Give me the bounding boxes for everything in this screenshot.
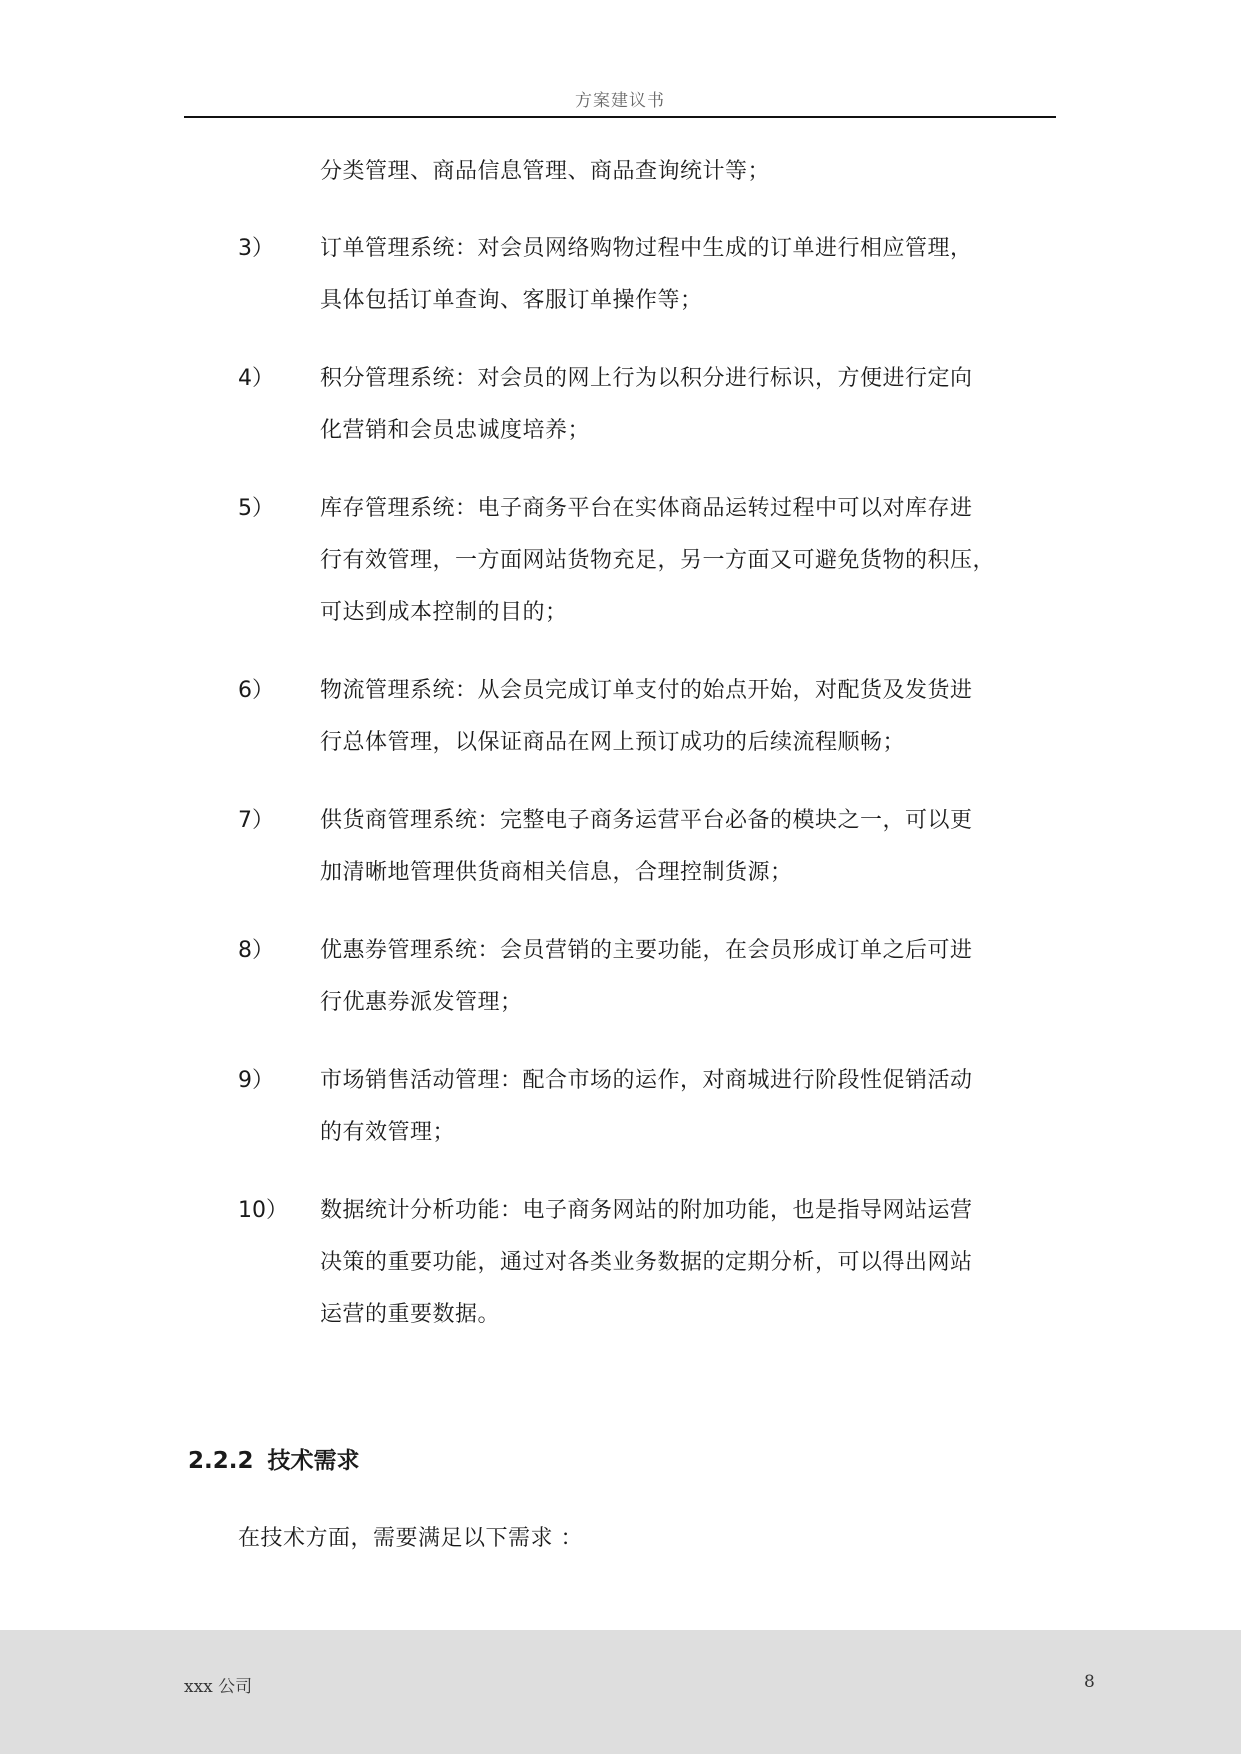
list-item-line: 可达到成本控制的目的； xyxy=(320,600,568,625)
section-title: 技术需求 xyxy=(267,1448,360,1474)
list-item-number: 10） xyxy=(238,1198,288,1223)
list-item-line: 物流管理系统：从会员完成订单支付的始点开始，对配货及发货进 xyxy=(320,678,973,703)
footer-company: xxx 公司 xyxy=(184,1677,253,1697)
section-heading xyxy=(188,1446,360,1476)
intro-paragraph: 在技术方面，需要满足以下需求 ： xyxy=(238,1526,583,1551)
list-item-line: 运营的重要数据。 xyxy=(320,1302,501,1327)
list-item-line: 市场销售活动管理：配合市场的运作，对商城进行阶段性促销活动 xyxy=(320,1068,973,1093)
list-item-line: 的有效管理； xyxy=(320,1120,456,1145)
list-item-number: 9） xyxy=(238,1068,274,1093)
list-item-line: 积分管理系统：对会员的网上行为以积分进行标识，方便进行定向 xyxy=(320,366,973,391)
list-item-number: 3） xyxy=(238,236,274,261)
list-item-line: 决策的重要功能，通过对各类业务数据的定期分析，可以得出网站 xyxy=(320,1250,973,1275)
list-item-line: 订单管理系统：对会员网络购物过程中生成的订单进行相应管理， xyxy=(320,236,973,261)
list-item-line: 优惠券管理系统：会员营销的主要功能，在会员形成订单之后可进 xyxy=(320,938,973,963)
header-title: 方案建议书 xyxy=(575,91,665,111)
list-item-number: 6） xyxy=(238,678,274,703)
footer-page-number: 8 xyxy=(1084,1672,1095,1692)
list-item-number: 7） xyxy=(238,808,274,833)
list-item-line: 库存管理系统：电子商务平台在实体商品运转过程中可以对库存进 xyxy=(320,496,973,521)
list-item-line: 化营销和会员忠诚度培养； xyxy=(320,418,591,443)
list-item-line: 供货商管理系统：完整电子商务运营平台必备的模块之一，可以更 xyxy=(320,808,973,833)
section-number: 2.2.2 xyxy=(188,1448,254,1474)
list-item-line: 加清晰地管理供货商相关信息，合理控制货源； xyxy=(320,860,793,885)
list-item-number: 8） xyxy=(238,938,274,963)
page-header xyxy=(184,86,1056,118)
list-item-line: 数据统计分析功能：电子商务网站的附加功能，也是指导网站运营 xyxy=(320,1198,973,1223)
list-item-line: 行有效管理，一方面网站货物充足，另一方面又可避免货物的积压， xyxy=(320,548,996,573)
list-item-number: 5） xyxy=(238,496,274,521)
page-footer xyxy=(0,1630,1241,1754)
list-item-line: 行总体管理，以保证商品在网上预订成功的后续流程顺畅； xyxy=(320,730,906,755)
list-item-line: 具体包括订单查询、客服订单操作等； xyxy=(320,288,703,313)
continuation-line: 分类管理、商品信息管理、商品查询统计等； xyxy=(320,159,771,184)
list-item-line: 行优惠券派发管理； xyxy=(320,990,523,1015)
list-item-number: 4） xyxy=(238,366,274,391)
